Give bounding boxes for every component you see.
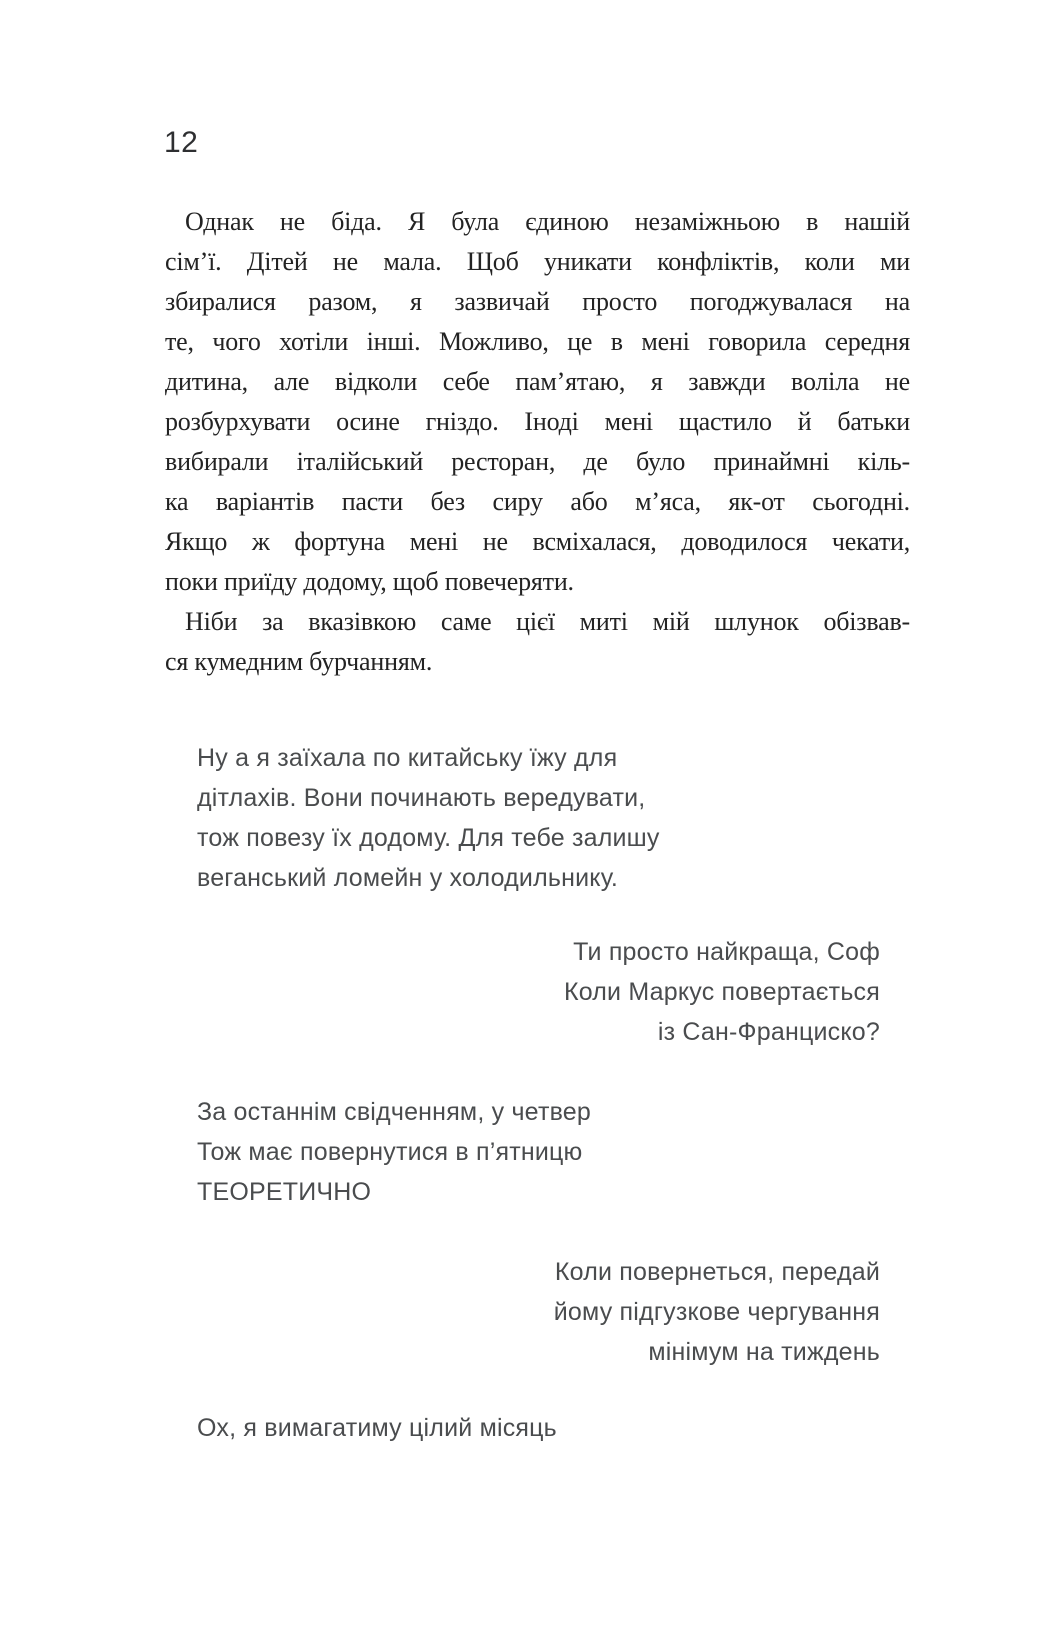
text-line: Коли Маркус повертається — [563, 978, 880, 1006]
text-line: Ну а я заїхала по китайську їжу для — [197, 744, 618, 772]
text-line: вибирали італійський ресторан, де було принаймні кіль- — [165, 447, 910, 476]
text-line: збиралися разом, я зазвичай просто погоджувалася на — [165, 287, 910, 316]
text-line: ТЕОРЕТИЧНО — [197, 1178, 372, 1206]
text-message-received — [197, 1408, 880, 1448]
text-line: ся кумедним бурчанням. — [165, 647, 433, 676]
text-line: дитина, але відколи себе пам’ятаю, я завжди воліла не — [165, 367, 910, 396]
text-message-received — [197, 738, 880, 898]
text-line: За останнім свідченням, у четвер — [197, 1098, 592, 1126]
text-line: Ти просто найкраща, Соф — [573, 938, 880, 966]
text-line: Однак не біда. Я була єдиною незаміжньою в нашій — [185, 207, 910, 236]
text-line: розбурхувати осине гніздо. Іноді мені щастило й батьки — [165, 407, 910, 436]
text-line: Ох, я вимагатиму цілий місяць — [197, 1414, 557, 1442]
paragraph — [165, 602, 910, 682]
paragraph — [165, 202, 910, 602]
text-message-sent — [197, 932, 880, 1052]
text-message-received — [197, 1092, 880, 1212]
body-text — [165, 202, 910, 682]
text-line: мінімум на тиждень — [648, 1338, 880, 1366]
text-line: із Сан-Франциско? — [657, 1018, 880, 1046]
text-line: веганський ломейн у холодильнику. — [197, 864, 619, 892]
text-line: поки приїду додому, щоб повечеряти. — [165, 567, 574, 596]
text-line: Тож має повернутися в п’ятницю — [197, 1138, 583, 1166]
text-line: Якщо ж фортуна мені не всміхалася, доводилося чекати, — [165, 527, 910, 556]
text-line: Ніби за вказівкою саме цієї миті мій шлунок обізвав- — [185, 607, 910, 636]
page-number: 12 — [164, 126, 199, 159]
text-line: Коли повернеться, передай — [554, 1258, 880, 1286]
text-line: ка варіантів пасти без сиру або м’яса, як-от сьогодні. — [165, 487, 910, 516]
text-message-sent — [197, 1252, 880, 1372]
text-line: дітлахів. Вони починають вередувати, — [197, 784, 646, 812]
text-line: йому підгузкове чергування — [553, 1298, 880, 1326]
text-line: тож повезу їх додому. Для тебе залишу — [197, 824, 660, 852]
text-line: те, чого хотіли інші. Можливо, це в мені говорила середня — [165, 327, 910, 356]
text-line: сім’ї. Дітей не мала. Щоб уникати конфліктів, коли ми — [165, 247, 910, 276]
